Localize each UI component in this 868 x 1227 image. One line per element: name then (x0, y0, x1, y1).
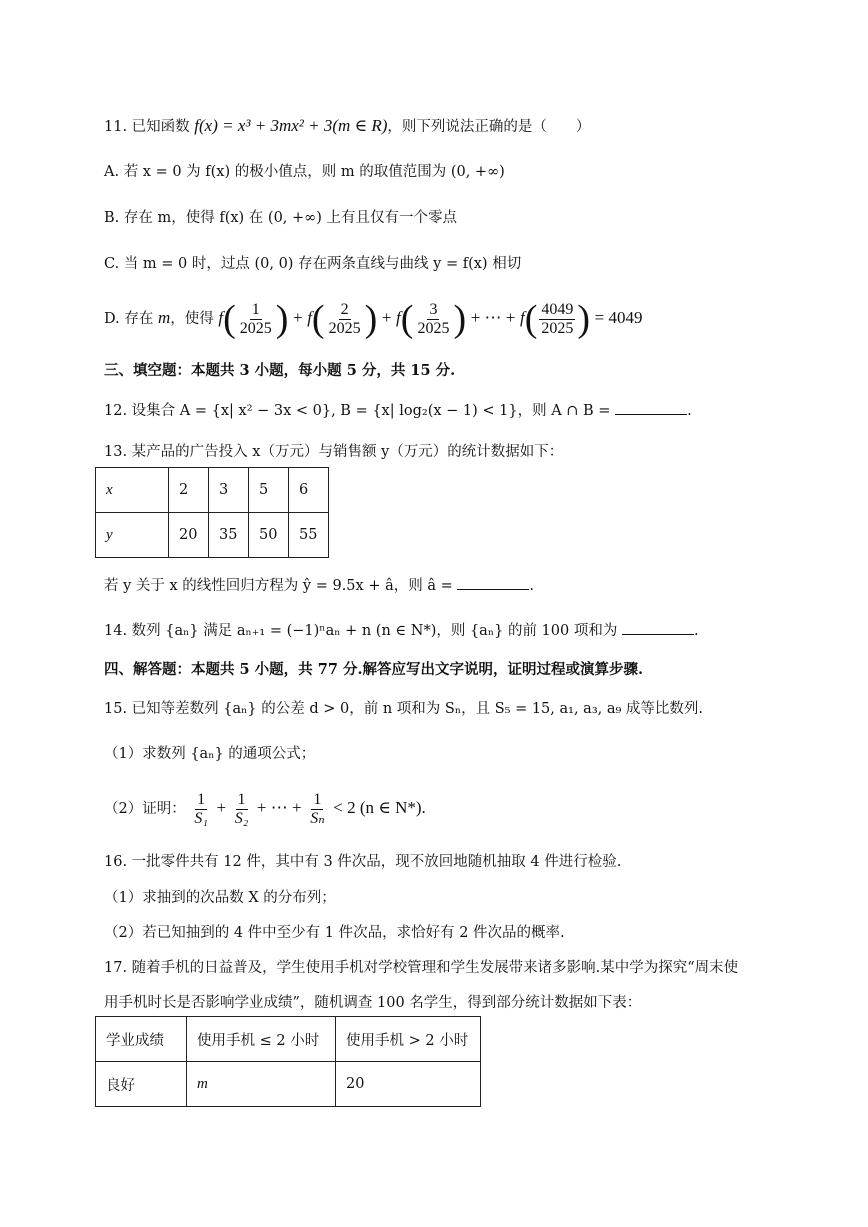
q15-p2-suffix: < 2 (n ∈ N*). (333, 798, 426, 817)
q11-d-m: m (157, 308, 171, 327)
q15-part-2 (104, 786, 426, 830)
paren: ) (364, 298, 378, 340)
table-cell: y (96, 513, 169, 558)
table-cell: 良好 (96, 1062, 187, 1107)
ellipsis-plus: + ⋯ + (470, 308, 516, 327)
answer-blank[interactable] (457, 575, 529, 590)
frac-num: 3 (429, 300, 438, 318)
result: = 4049 (594, 308, 643, 327)
q11-option-b: B. 存在 m，使得 f(x) 在 (0, +∞) 上有且仅有一个零点 (104, 210, 458, 226)
q11-d-f4: f (520, 308, 525, 327)
q11-option-c: C. 当 m = 0 时，过点 (0, 0) 存在两条直线与曲线 y = f(x) 相切 (104, 256, 522, 272)
q14 (104, 620, 699, 641)
q11-function: f(x) = x³ + 3mx² + 3(m ∈ R) (194, 116, 388, 135)
table-header-cell: 学业成绩 (96, 1017, 187, 1062)
table-header-cell: 使用手机 > 2 小时 (336, 1017, 481, 1062)
q17-line-1: 17. 随着手机的日益普及，学生使用手机对学校管理和学生发展带来诸多影响.某中学为探究“周末使 (104, 960, 739, 976)
frac-num: 2 (340, 300, 349, 318)
table-row (96, 1017, 481, 1062)
table-cell: x (96, 468, 169, 513)
table-cell: 3 (209, 468, 249, 513)
q12-text: 12. 设集合 A = {x| x² − 3x < 0}, B = {x| log₂(x − 1) < 1}，则 A ∩ B = (104, 403, 611, 419)
q15-p2-prefix: （2）证明： (104, 801, 186, 817)
frac-den: Sₙ (310, 809, 325, 827)
frac-num: 1 (237, 790, 246, 808)
table-cell: 6 (289, 468, 329, 513)
q11-d-prefix: D. 存在 (104, 311, 154, 327)
frac-den: S₂ (234, 809, 249, 827)
paren: ) (275, 298, 289, 340)
q11-d-mid: ，使得 (170, 311, 214, 327)
fraction (308, 791, 326, 828)
q16-part-2: （2）若已知抽到的 4 件中至少有 1 件次品，求恰好有 2 件次品的概率. (104, 925, 565, 941)
section-4-heading: 四、解答题：本题共 5 小题，共 77 分.解答应写出文字说明，证明过程或演算步骤. (104, 661, 644, 678)
frac-den: 2025 (328, 319, 361, 337)
paren: ) (577, 298, 591, 340)
q15-stem: 15. 已知等差数列 {aₙ} 的公差 d > 0，前 n 项和为 Sₙ，且 S₅ = 15, a₁, a₃, a₉ 成等比数列. (104, 701, 704, 717)
q17-table (95, 1016, 481, 1107)
table-cell: 5 (249, 468, 289, 513)
table-cell: 20 (169, 513, 209, 558)
table-cell: 2 (169, 468, 209, 513)
frac-den: S₁ (194, 809, 208, 827)
plus: + (381, 308, 392, 327)
q15-part-1: （1）求数列 {aₙ} 的通项公式； (104, 746, 316, 762)
paren: ( (311, 298, 325, 340)
frac-num: 1 (251, 300, 260, 318)
q13-end: . (529, 578, 534, 594)
q11-d-f2: f (307, 308, 312, 327)
q12 (104, 400, 692, 421)
frac-den: 2025 (239, 319, 272, 337)
q13-follow (104, 575, 534, 596)
table-cell: 20 (336, 1062, 481, 1107)
paren: ( (524, 298, 538, 340)
table-header-cell: 使用手机 ≤ 2 小时 (187, 1017, 336, 1062)
fraction (327, 301, 363, 338)
fraction (539, 301, 575, 338)
section-3-heading: 三、填空题：本题共 3 小题，每小题 5 分，共 15 分. (104, 362, 456, 379)
frac-num: 1 (313, 790, 322, 808)
frac-den: 2025 (417, 319, 450, 337)
answer-blank[interactable] (615, 400, 687, 415)
q17-line-2: 用手机时长是否影响学业成绩”，随机调查 100 名学生，得到部分统计数据如下表： (104, 995, 642, 1011)
table-cell: 55 (289, 513, 329, 558)
q11-d-f3: f (396, 308, 401, 327)
q13-follow-text: 若 y 关于 x 的线性回归方程为 ŷ = 9.5x + â，则 â = (104, 578, 453, 594)
paren: ( (223, 298, 236, 340)
fraction (238, 301, 274, 338)
paren: ) (453, 298, 467, 340)
table-cell: 50 (249, 513, 289, 558)
table-cell: m (187, 1062, 336, 1107)
table-row (96, 1062, 481, 1107)
ellipsis-plus: + ⋯ + (256, 798, 302, 817)
table-cell: 35 (209, 513, 249, 558)
fraction (415, 301, 451, 338)
answer-blank[interactable] (622, 620, 694, 635)
table-row (96, 513, 329, 558)
q11-option-d (104, 296, 643, 340)
table-row (96, 468, 329, 513)
q13-table (95, 467, 329, 558)
q11-option-a: A. 若 x = 0 为 f(x) 的极小值点，则 m 的取值范围为 (0, +∞) (104, 164, 505, 180)
q11-prefix: 11. 已知函数 (104, 119, 190, 135)
fraction (233, 791, 251, 828)
q16-stem: 16. 一批零件共有 12 件，其中有 3 件次品，现不放回地随机抽取 4 件进行检验. (104, 854, 622, 870)
plus: + (216, 798, 227, 817)
q11-d-f1: f (218, 308, 224, 327)
q11-stem (104, 116, 590, 137)
q12-end: . (687, 403, 692, 419)
q14-text: 14. 数列 {aₙ} 满足 aₙ₊₁ = (−1)ⁿaₙ + n (n ∈ N*)，则 {aₙ} 的前 100 项和为 (104, 623, 618, 639)
frac-num: 4049 (541, 300, 574, 318)
q16-part-1: （1）求抽到的次品数 X 的分布列； (104, 890, 336, 906)
q14-end: . (693, 623, 699, 639)
frac-num: 1 (197, 790, 206, 808)
plus: + (292, 308, 303, 327)
paren: ( (400, 298, 414, 340)
q13-stem: 13. 某产品的广告投入 x（万元）与销售额 y（万元）的统计数据如下： (104, 444, 564, 460)
frac-den: 2025 (541, 319, 574, 337)
fraction (192, 791, 210, 828)
q11-suffix: ，则下列说法正确的是（ ） (387, 119, 591, 135)
